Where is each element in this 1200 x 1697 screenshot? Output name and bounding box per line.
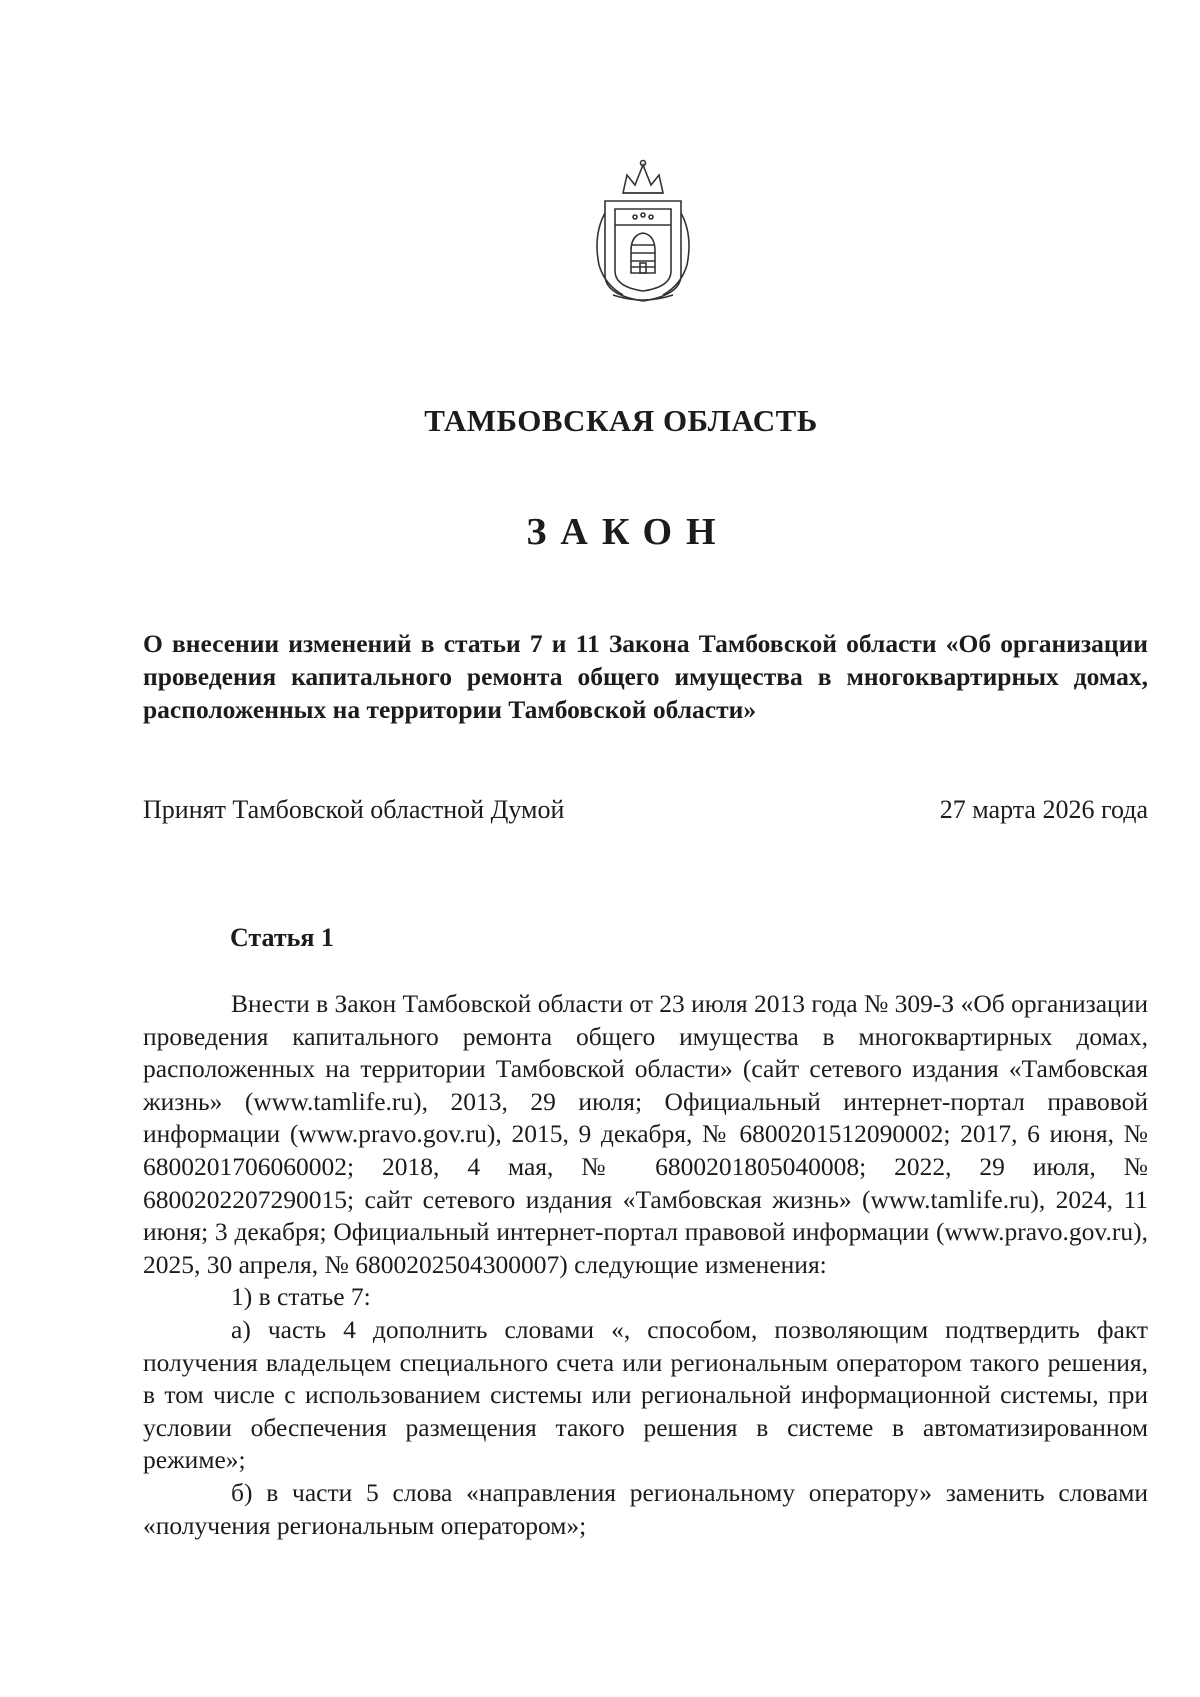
item-1a: а) часть 4 дополнить словами «, способом, позволяющим подтвердить факт получения владельцем специального счета или региональным оператором такого решения, в том числе с использованием системы или региональной информационной системы, при условии обеспечения размещения такого решения в системе в автоматизированном режиме»;: [143, 1314, 1148, 1475]
tambov-coat-of-arms-icon: [583, 155, 703, 305]
article-intro-paragraph: Внести в Закон Тамбовской области от 23 июля 2013 года № 309-З «Об организации проведения капитального ремонта общего имущества в многоквартирных домах, расположенных на территории Тамбовской области» (сайт сетевого издания «Тамбовская жизнь» (www.tamlife.ru), 2013, 29 июля; Официальный интернет-портал правовой информации (www.pravo.gov.ru), 2015, 9 декабря, № 6800201512090002; 2017, 6 июня, № 6800201706060002; 2018, 4 мая, № 6800201805040008; 2022, 29 июля, № 6800202207290015; сайт сетевого издания «Тамбовская жизнь» (www.tamlife.ru), 2024, 11 июня; 3 декабря; Официальный интернет-портал правовой информации (www.pravo.gov.ru), 2025, 30 апреля, № 6800202504300007) следующие изменения:: [143, 989, 1148, 1279]
adoption-row: [143, 795, 1148, 825]
document-type: ЗАКОН: [526, 511, 730, 553]
region-name: ТАМБОВСКАЯ ОБЛАСТЬ: [424, 403, 818, 438]
item-1b: б) в части 5 слова «направления региональному оператору» заменить словами «получения региональным оператором»;: [143, 1477, 1148, 1540]
adoption-date: 27 марта 2026 года: [939, 795, 1148, 824]
law-title: О внесении изменений в статьи 7 и 11 Закона Тамбовской области «Об организации проведения капитального ремонта общего имущества в многоквартирных домах, расположенных на территории Тамбовской области»: [143, 629, 1148, 724]
article-heading: Статья 1: [230, 923, 334, 952]
adopting-body: Принят Тамбовской областной Думой: [143, 795, 565, 824]
item-1: 1) в статье 7:: [231, 1282, 371, 1312]
article-body: [143, 988, 1148, 1542]
